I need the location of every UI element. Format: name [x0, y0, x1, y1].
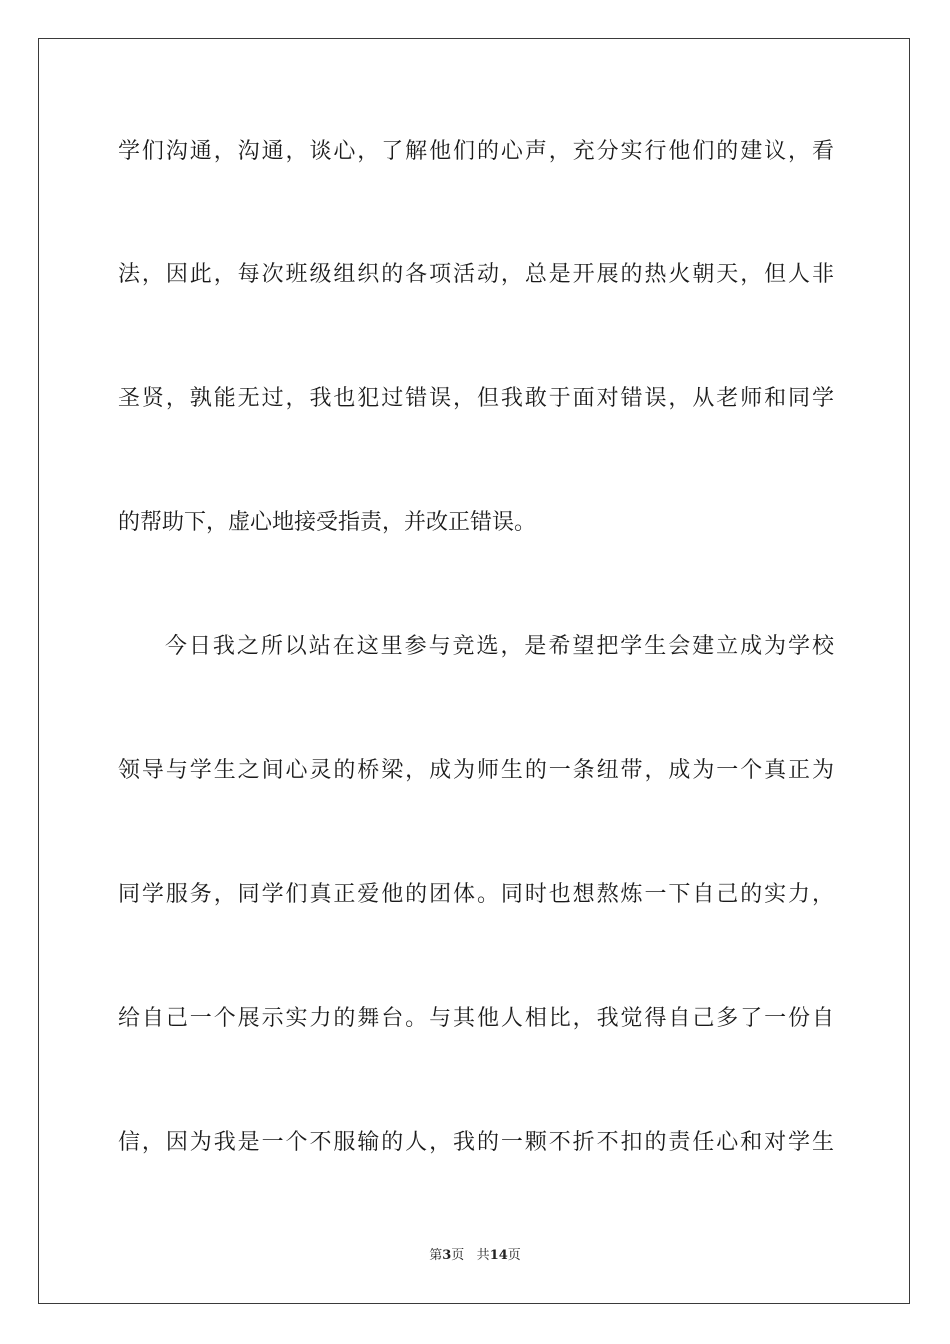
page-number: 3	[442, 1248, 452, 1263]
total-prefix: 共	[476, 1248, 490, 1263]
body-text-line-9: 信，因为我是一个不服输的人，我的一颗不折不扣的责任心和对学生	[118, 1130, 834, 1155]
page-suffix: 页	[451, 1248, 465, 1263]
body-text-line-5: 今日我之所以站在这里参与竞选，是希望把学生会建立成为学校	[165, 634, 834, 659]
page-footer	[0, 1247, 950, 1265]
page-prefix: 第	[429, 1248, 443, 1263]
body-text-line-4: 的帮助下，虚心地接受指责，并改正错误。	[118, 510, 537, 535]
total-suffix: 页	[507, 1248, 521, 1263]
body-text-line-8: 给自己一个展示实力的舞台。与其他人相比，我觉得自己多了一份自	[118, 1006, 834, 1031]
body-text-line-6: 领导与学生之间心灵的桥梁，成为师生的一条纽带，成为一个真正为	[118, 758, 834, 783]
body-text-line-1: 学们沟通，沟通，谈心，了解他们的心声，充分实行他们的建议，看	[118, 139, 834, 164]
page-border	[38, 38, 910, 1304]
body-text-line-3: 圣贤，孰能无过，我也犯过错误，但我敢于面对错误，从老师和同学	[118, 386, 834, 411]
total-pages: 14	[489, 1248, 508, 1263]
body-text-line-2: 法，因此，每次班级组织的各项活动，总是开展的热火朝天，但人非	[118, 262, 834, 287]
body-text-line-7: 同学服务，同学们真正爱他的团体。同时也想熬炼一下自己的实力，	[118, 882, 834, 907]
